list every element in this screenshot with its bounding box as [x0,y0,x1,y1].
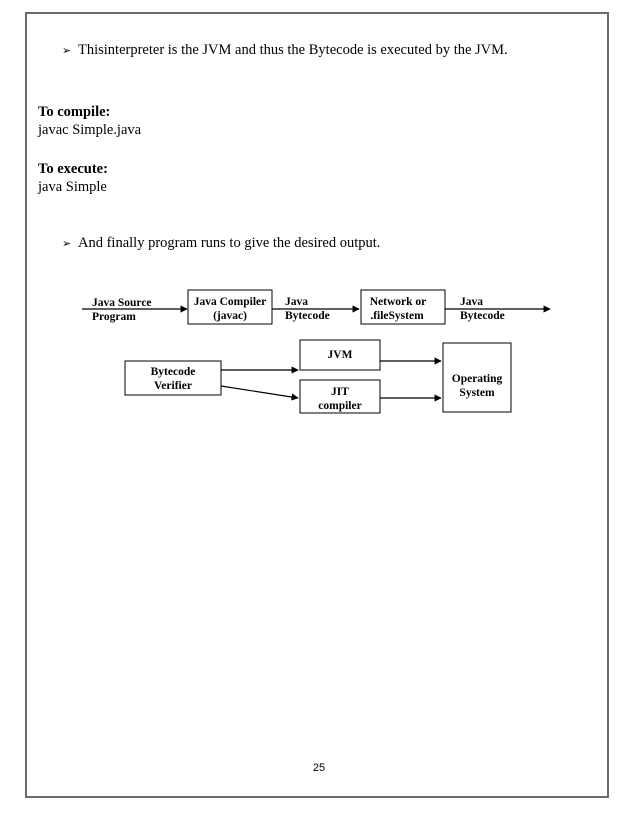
bullet-text: Thisinterpreter is the JVM and thus the Bytecode is executed by the JVM. [78,42,508,58]
network-label-2: .fileSystem [370,310,424,322]
java-source-label [92,297,152,323]
jvm-label: JVM [327,349,353,361]
page-number: 25 [312,762,326,774]
compiler-label-2: (javac) [213,310,247,322]
compiler-label-1: Java Compiler [193,296,267,308]
svg-text:Java Source: Java Source [92,297,152,309]
jit-label-2: compiler [318,400,362,412]
svg-text:Bytecode: Bytecode [285,310,330,322]
network-label-1: Network or [369,296,427,308]
os-label-2: System [459,387,495,399]
compile-heading: To compile: [38,104,111,120]
arrow-bullet-icon: ➢ [62,237,72,250]
os-label-1: Operating [451,373,503,385]
bullet-text: And finally program runs to give the desired output. [78,235,381,251]
svg-text:Java: Java [285,296,308,308]
execute-heading: To execute: [38,161,108,177]
svg-text:Java: Java [460,296,483,308]
arrow-bullet-icon: ➢ [62,44,72,57]
execute-command: java Simple [38,179,107,195]
verifier-label-2: Verifier [154,380,192,392]
svg-text:Bytecode: Bytecode [460,310,505,322]
arrow-verifier-to-jit [221,386,298,398]
compile-command: javac Simple.java [38,122,142,138]
svg-text:Program: Program [92,311,136,323]
jit-label-1: JIT [331,386,349,398]
verifier-label-1: Bytecode [150,366,196,378]
